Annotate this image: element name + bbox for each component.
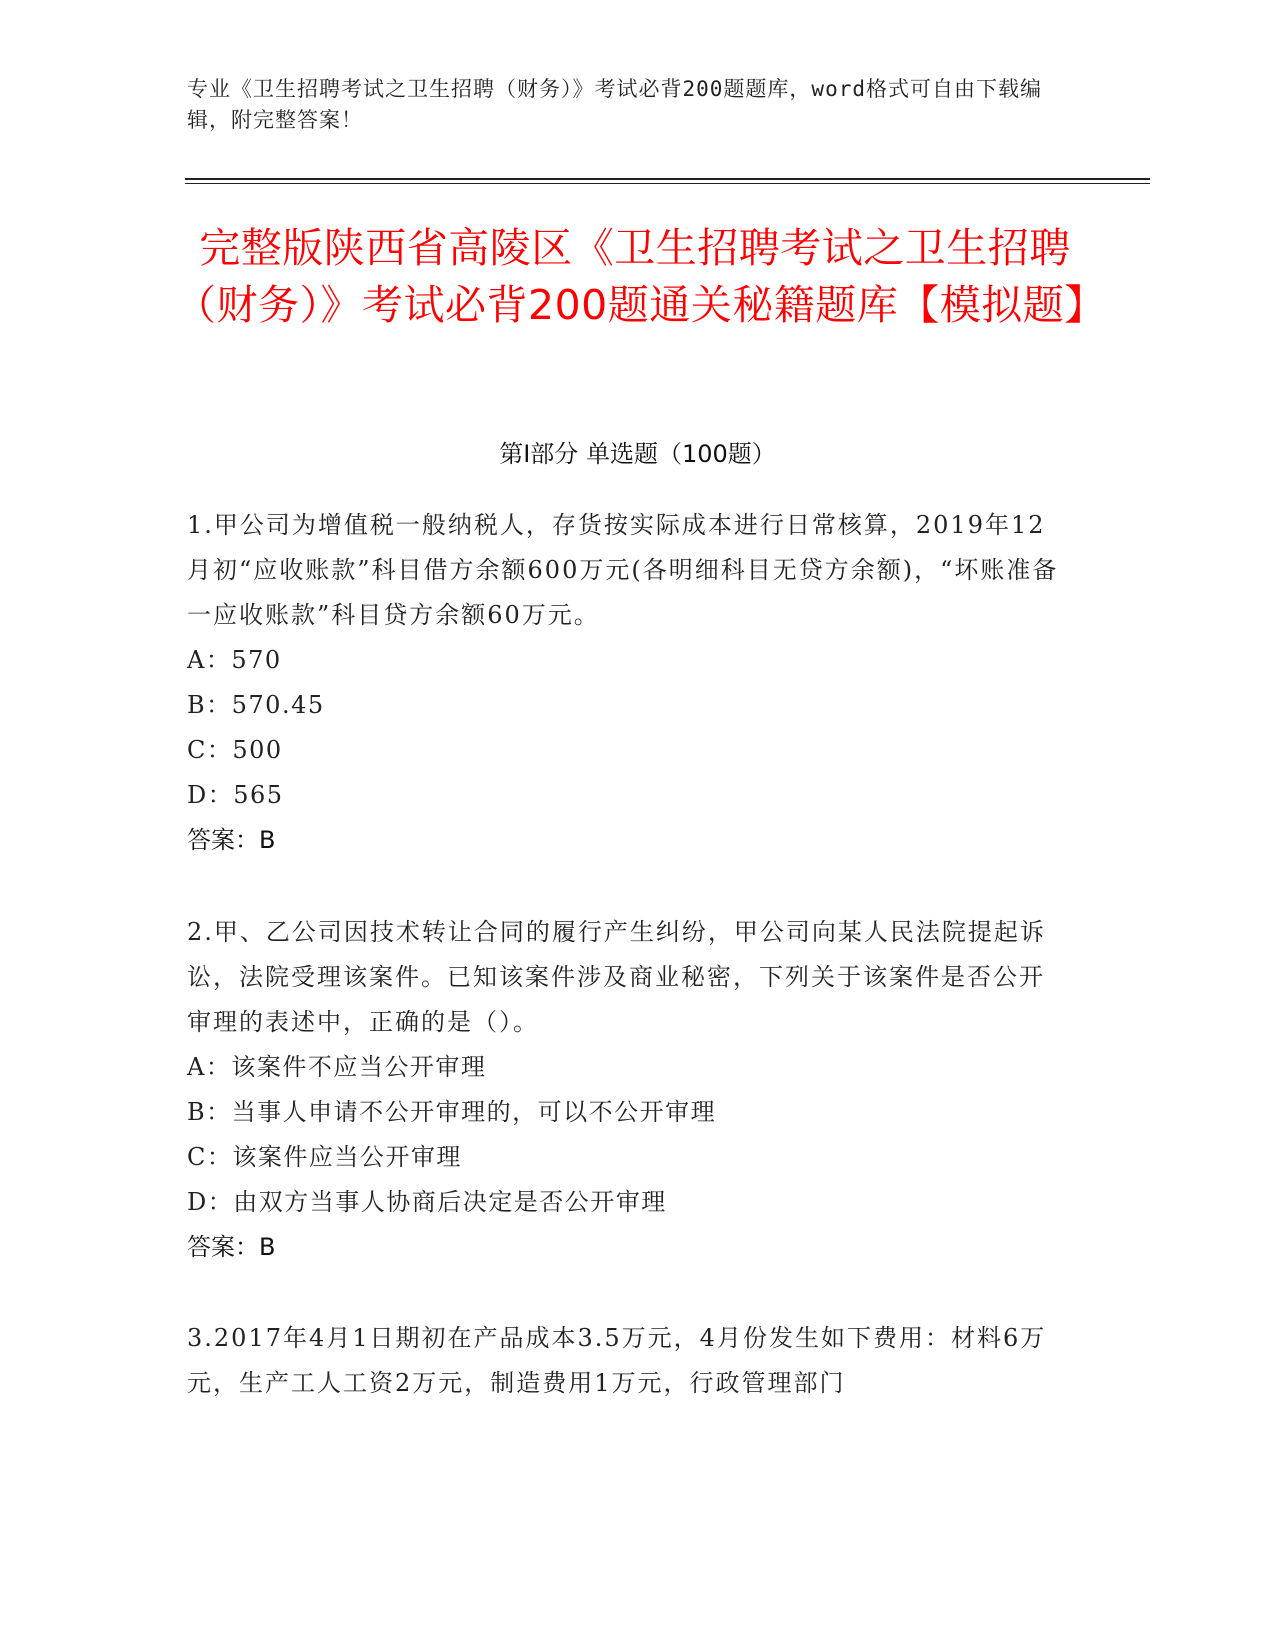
- option-a: A：该案件不应当公开审理: [187, 1053, 487, 1081]
- option-d: D：由双方当事人协商后决定是否公开审理: [187, 1188, 667, 1216]
- option-c: C：该案件应当公开审理: [187, 1143, 462, 1171]
- option-b: B：570.45: [187, 691, 325, 719]
- option-a: A：570: [187, 646, 282, 674]
- question-3: [187, 1316, 1067, 1406]
- option-d: D：565: [187, 781, 284, 809]
- option-b: B：当事人申请不公开审理的，可以不公开审理: [187, 1098, 717, 1126]
- document-title: 完整版陕西省高陵区《卫生招聘考试之卫生招聘（财务）》考试必背200题通关秘籍题库【模拟题】: [175, 224, 1106, 329]
- question-stem: 1.甲公司为增值税一般纳税人，存货按实际成本进行日常核算，2019年12月初“应收账款”科目借方余额600万元(各明细科目无贷方余额)，“坏账准备一应收账款”科目贷方余额60万元。: [187, 511, 1059, 629]
- question-2: [187, 910, 1067, 1270]
- header-note: 专业《卫生招聘考试之卫生招聘（财务）》考试必背200题题库，word格式可自由下载编辑，附完整答案！: [187, 77, 1042, 132]
- section-title: 第I部分 单选题（100题）: [499, 440, 776, 468]
- question-stem: 3.2017年4月1日期初在产品成本3.5万元，4月份发生如下费用：材料6万元，生产工人工资2万元，制造费用1万元，行政管理部门: [187, 1324, 1047, 1397]
- answer: 答案：B: [187, 1233, 276, 1261]
- header-divider-thin: [185, 183, 1150, 184]
- header-divider: [185, 178, 1150, 180]
- question-1: [187, 503, 1067, 863]
- answer: 答案：B: [187, 826, 276, 854]
- option-c: C：500: [187, 736, 283, 764]
- question-stem: 2.甲、乙公司因技术转让合同的履行产生纠纷，甲公司向某人民法院提起诉讼，法院受理该案件。已知该案件涉及商业秘密，下列关于该案件是否公开审理的表述中，正确的是（）。: [187, 918, 1046, 1036]
